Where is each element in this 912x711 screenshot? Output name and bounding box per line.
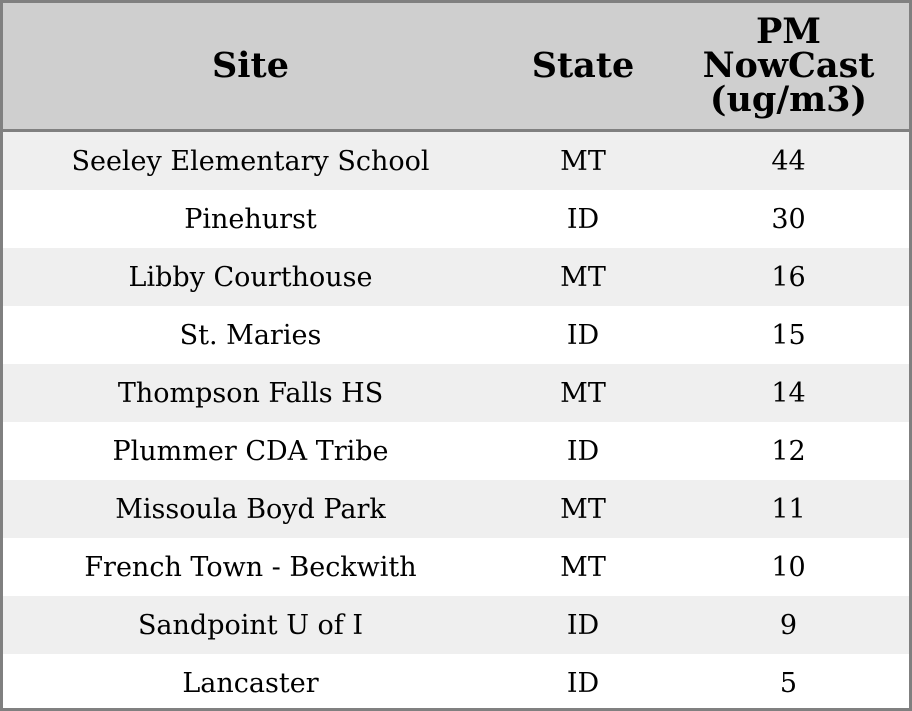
cell-pm-value: 15 xyxy=(668,306,909,364)
table-row xyxy=(3,480,909,538)
cell-state: ID xyxy=(498,306,668,364)
column-header-state-line: State xyxy=(531,45,635,86)
table-row xyxy=(3,190,909,248)
cell-pm-value: 30 xyxy=(668,190,909,248)
cell-site: St. Maries xyxy=(3,306,498,364)
cell-state: MT xyxy=(498,538,668,596)
cell-state: MT xyxy=(498,131,668,191)
cell-state: ID xyxy=(498,596,668,654)
table-row xyxy=(3,538,909,596)
column-header-pm-line-1: PM xyxy=(755,11,822,52)
cell-pm-value: 14 xyxy=(668,364,909,422)
cell-state: MT xyxy=(498,248,668,306)
cell-site: Libby Courthouse xyxy=(3,248,498,306)
cell-pm-value: 5 xyxy=(668,654,909,711)
cell-site: Thompson Falls HS xyxy=(3,364,498,422)
pm-nowcast-table xyxy=(3,3,909,711)
column-header-pm-nowcast xyxy=(668,3,909,131)
cell-site: Missoula Boyd Park xyxy=(3,480,498,538)
cell-pm-value: 16 xyxy=(668,248,909,306)
column-header-state xyxy=(498,3,668,131)
cell-pm-value: 10 xyxy=(668,538,909,596)
cell-site: Pinehurst xyxy=(3,190,498,248)
table-row xyxy=(3,654,909,711)
cell-site: Seeley Elementary School xyxy=(3,131,498,191)
column-header-pm-line-3: (ug/m3) xyxy=(709,79,868,120)
column-header-site xyxy=(3,3,498,131)
cell-state: ID xyxy=(498,422,668,480)
column-header-site-line: Site xyxy=(211,45,289,86)
cell-state: ID xyxy=(498,654,668,711)
table-row xyxy=(3,248,909,306)
table-row xyxy=(3,364,909,422)
cell-pm-value: 12 xyxy=(668,422,909,480)
cell-pm-value: 44 xyxy=(668,131,909,191)
table-row xyxy=(3,131,909,191)
cell-site: Plummer CDA Tribe xyxy=(3,422,498,480)
cell-state: ID xyxy=(498,190,668,248)
cell-pm-value: 9 xyxy=(668,596,909,654)
table-row xyxy=(3,422,909,480)
cell-site: French Town - Beckwith xyxy=(3,538,498,596)
cell-state: MT xyxy=(498,364,668,422)
header-row xyxy=(3,3,909,131)
cell-state: MT xyxy=(498,480,668,538)
table-row xyxy=(3,306,909,364)
column-header-pm-line-2: NowCast xyxy=(702,45,875,86)
cell-site: Sandpoint U of I xyxy=(3,596,498,654)
cell-pm-value: 11 xyxy=(668,480,909,538)
table-row xyxy=(3,596,909,654)
cell-site: Lancaster xyxy=(3,654,498,711)
